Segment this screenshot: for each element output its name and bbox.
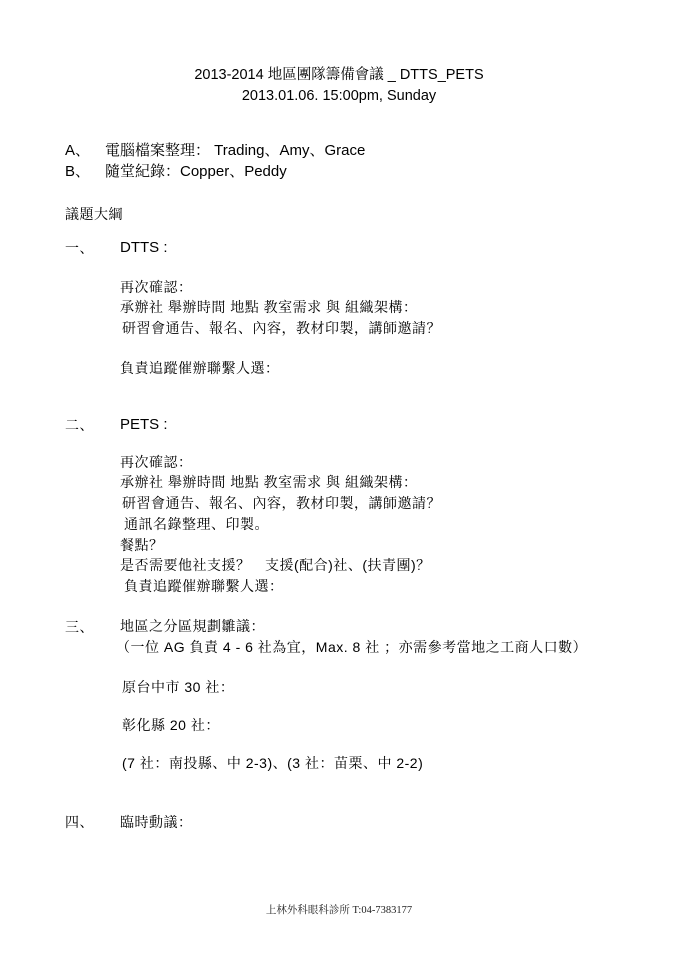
section-2-title: PETS : (120, 416, 168, 433)
section-3-line: （一位 AG 負責 4 - 6 社為宜，Max. 8 社 ；亦需參考當地之工商人口數） (116, 639, 588, 655)
section-3-title: 地區之分區規劃雛議： (120, 618, 265, 634)
section-1-line: 再次確認： (120, 279, 193, 295)
section-3-line: 原台中市 30 社： (122, 679, 235, 695)
meeting-datetime: 2013.01.06. 15:00pm, Sunday (241, 88, 437, 104)
section-2-line: 通訊名錄整理、印製。 (124, 516, 269, 532)
section-1-line: 研習會通告、報名、內容，教材印製，講師邀請？ (122, 320, 441, 336)
assignment-marker-a: A、 (65, 142, 91, 159)
section-3-number: 三、 (65, 619, 94, 635)
document-title: 2013-2014 地區團隊籌備會議 _ DTTS_PETS (194, 67, 484, 83)
section-1-line: 承辦社 舉辦時間 地點 教室需求 與 組織架構： (120, 299, 418, 315)
section-2-line: 負責追蹤催辦聯繫人選： (124, 578, 284, 594)
assignment-b-text: 隨堂紀錄：Copper、Peddy (105, 163, 287, 180)
section-1-title: DTTS : (120, 239, 168, 256)
section-2-line: 承辦社 舉辦時間 地點 教室需求 與 組織架構： (120, 474, 418, 490)
section-2-line: 研習會通告、報名、內容，教材印製，講師邀請？ (122, 495, 441, 511)
section-4-number: 四、 (65, 814, 94, 830)
section-2-line: 餐點？ (120, 537, 164, 553)
section-1-number: 一、 (65, 240, 94, 256)
section-3-line: (7 社：南投縣、中 2-3)、(3 社：苗栗、中 2-2) (122, 755, 424, 771)
section-2-line: 是否需要他社支援？ 支援(配合)社、(扶青團)？ (120, 557, 431, 573)
page-footer: 上林外科眼科診所 T:04-7383177 (265, 905, 413, 916)
section-2-line: 再次確認： (120, 454, 193, 470)
section-4-title: 臨時動議： (120, 814, 193, 830)
assignment-marker-b: B、 (65, 163, 91, 180)
section-1-line: 負責追蹤催辦聯繫人選： (120, 360, 280, 376)
agenda-heading: 議題大綱 (65, 206, 123, 222)
section-2-number: 二、 (65, 417, 94, 433)
section-3-line: 彰化縣 20 社： (122, 717, 220, 733)
assignment-a-text: 電腦檔案整理： Trading、Amy、Grace (105, 142, 366, 159)
